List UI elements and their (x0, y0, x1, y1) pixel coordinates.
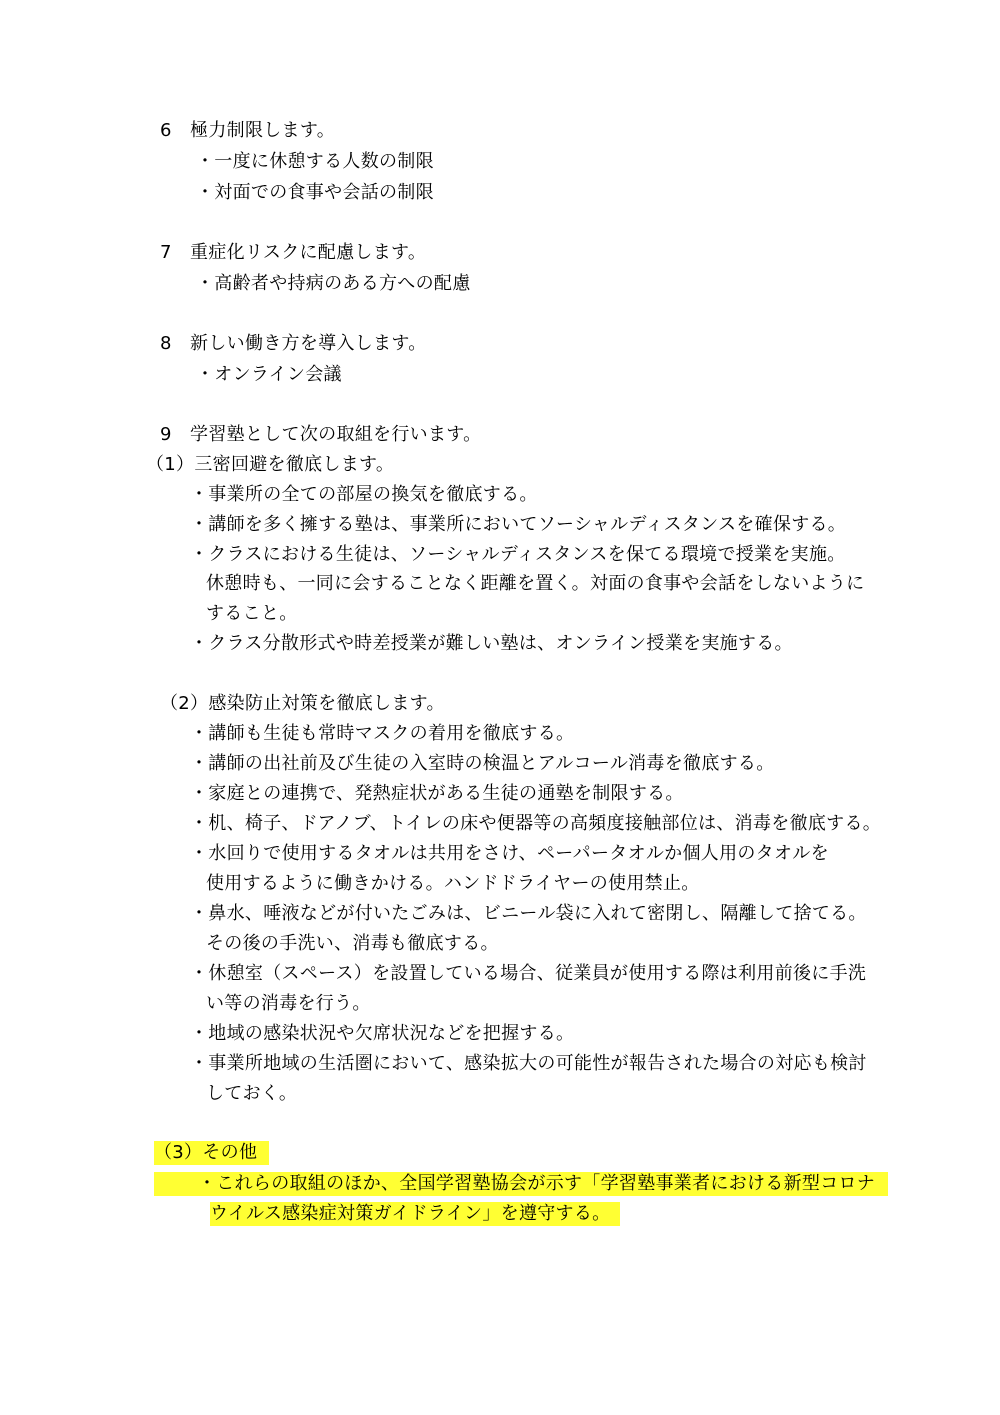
subsection-1-heading: （1）三密回避を徹底します。 (146, 454, 395, 475)
subsection-2-line-2: ・講師の出社前及び生徒の入室時の検温とアルコール消毒を徹底する。 (190, 753, 775, 774)
section-7-item-1: ・高齢者や持病のある方への配慮 (196, 273, 471, 294)
subsection-1-line-6: ・クラス分散形式や時差授業が難しい塾は、オンライン授業を実施する。 (190, 633, 793, 654)
subsection-2-line-12: ・事業所地域の生活圏において、感染拡大の可能性が報告された場合の対応も検討 (190, 1053, 867, 1074)
subsection-2-heading: （2）感染防止対策を徹底します。 (160, 693, 445, 714)
subsection-2-line-10: い等の消毒を行う。 (206, 993, 371, 1014)
subsection-2-line-4: ・机、椅子、ドアノブ、トイレの床や便器等の高頻度接触部位は、消毒を徹底する。 (190, 813, 882, 834)
subsection-2-line-1: ・講師も生徒も常時マスクの着用を徹底する。 (190, 723, 575, 744)
section-6-item-2: ・対面での食事や会話の制限 (196, 182, 434, 203)
subsection-1-line-5: すること。 (206, 603, 298, 624)
section-6-heading: 6 極力制限します。 (160, 120, 336, 141)
subsection-1-line-2: ・講師を多く擁する塾は、事業所においてソーシャルディスタンスを確保する。 (190, 514, 847, 535)
section-9-heading: 9 学習塾として次の取組を行います。 (160, 424, 482, 445)
subsection-2-line-6: 使用するように働きかける。ハンドドライヤーの使用禁止。 (206, 873, 700, 894)
subsection-2-line-3: ・家庭との連携で、発熱症状がある生徒の通塾を制限する。 (190, 783, 684, 804)
subsection-1-line-1: ・事業所の全ての部屋の換気を徹底する。 (190, 484, 538, 505)
subsection-2-line-13: しておく。 (206, 1083, 298, 1104)
section-7-heading: 7 重症化リスクに配慮します。 (160, 242, 427, 263)
subsection-2-line-5: ・水回りで使用するタオルは共用をさけ、ペーパータオルか個人用のタオルを (190, 843, 829, 864)
section-8-item-1: ・オンライン会議 (196, 364, 342, 385)
subsection-2-line-8: その後の手洗い、消毒も徹底する。 (206, 933, 499, 954)
subsection-2-line-11: ・地域の感染状況や欠席状況などを把握する。 (190, 1023, 575, 1044)
subsection-1-line-4: 休憩時も、一同に会することなく距離を置く。対面の食事や会話をしないように (206, 573, 865, 594)
subsection-3-line-2: ウイルス感染症対策ガイドライン」を遵守する。 (210, 1202, 620, 1226)
subsection-3-heading: （3）その他 (154, 1141, 269, 1165)
section-8-heading: 8 新しい働き方を導入します。 (160, 333, 427, 354)
subsection-2-line-7: ・鼻水、唾液などが付いたごみは、ビニール袋に入れて密閉し、隔離して捨てる。 (190, 903, 867, 924)
subsection-1-line-3: ・クラスにおける生徒は、ソーシャルディスタンスを保てる環境で授業を実施。 (190, 544, 846, 565)
section-6-item-1: ・一度に休憩する人数の制限 (196, 151, 434, 172)
subsection-3-line-1: ・これらの取組のほか、全国学習塾協会が示す「学習塾事業者における新型コロナ (154, 1172, 888, 1196)
subsection-2-line-9: ・休憩室（スペース）を設置している場合、従業員が使用する際は利用前後に手洗 (190, 963, 867, 984)
